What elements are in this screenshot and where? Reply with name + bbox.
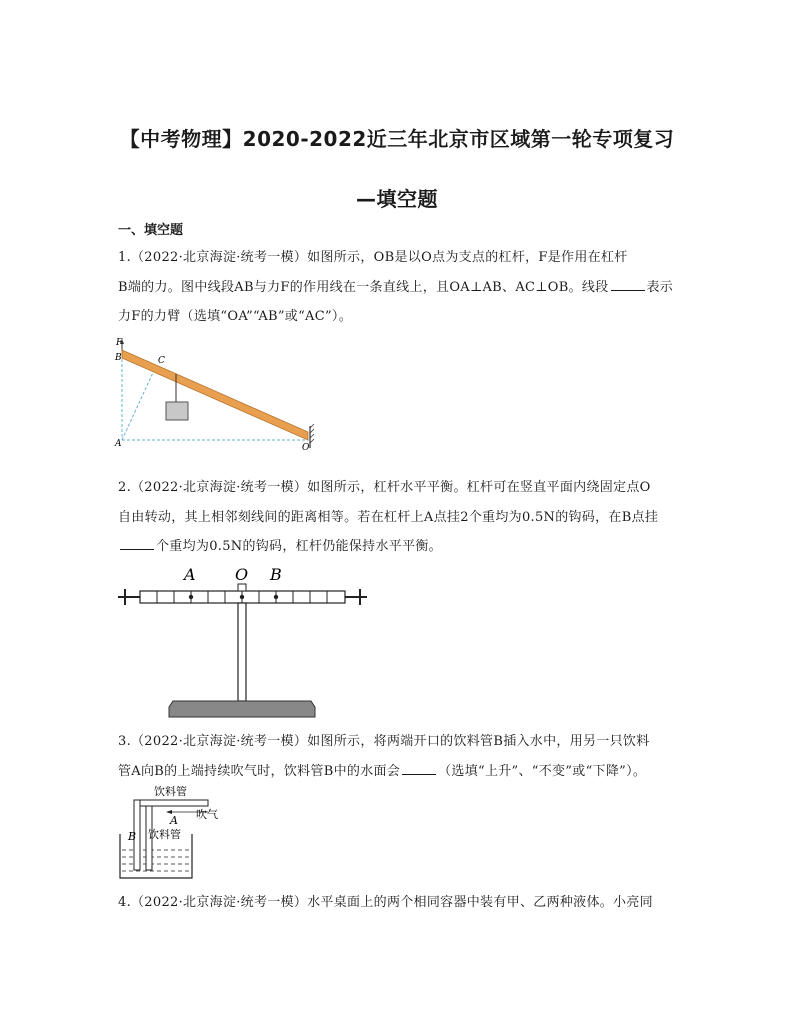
- point-b-dot: [274, 595, 278, 599]
- q2-lever-figure: [115, 562, 370, 722]
- q1-line2-text: B端的力。图中线段AB与力F的作用线在一条直线上，且OA⊥AB、AC⊥OB。线段: [118, 280, 609, 295]
- water-surface-lines: [122, 850, 190, 871]
- section-heading: 一、填空题: [118, 223, 184, 238]
- label-b: B: [115, 353, 122, 363]
- q1-line2: [118, 276, 673, 295]
- q2-answer-blank[interactable]: [120, 548, 154, 550]
- q3-line2-text: 管A向B的上端持续吹气时，饮料管B中的水面会: [118, 764, 401, 779]
- label-b: B: [128, 830, 137, 843]
- q3-line1: 3.（2022·北京海淀·统考一模）如图所示，将两端开口的饮料管B插入水中，用另一只饮料: [118, 734, 650, 749]
- q4-line1: 4.（2022·北京海淀·统考一模）水平桌面上的两个相同容器中装有甲、乙两种液体。小亮同: [118, 895, 653, 910]
- q3-line2-tail: （选填“上升”、“不变”或“下降”）。: [438, 764, 647, 779]
- label-c: C: [158, 356, 165, 366]
- q1-lever-figure: [112, 336, 322, 456]
- q2-line1: 2.（2022·北京海淀·统考一模）如图所示，杠杆水平平衡。杠杆可在竖直平面内绕固定点O: [118, 480, 651, 495]
- label-tube-top: 饮料管: [154, 785, 187, 798]
- label-b: B: [270, 565, 282, 584]
- hatch-4: [310, 439, 314, 443]
- q1-line1: 1.（2022·北京海淀·统考一模）如图所示，OB是以O点为支点的杠杆，F是作用在杠杆: [118, 250, 628, 265]
- q3-line2: [118, 760, 646, 779]
- label-f: F: [116, 338, 123, 348]
- stand-base: [169, 701, 315, 717]
- q3-straw-figure: [112, 782, 242, 882]
- point-a-dot: [189, 595, 193, 599]
- lever-bar: [122, 350, 308, 440]
- q1-line2-tail: 表示: [646, 280, 674, 295]
- q1-answer-blank[interactable]: [611, 289, 645, 291]
- support-pole: [238, 603, 246, 701]
- pivot-dot: [240, 595, 244, 599]
- label-tube-b: 饮料管: [148, 828, 181, 841]
- pivot-cap: [238, 584, 246, 591]
- label-blow: 吹气: [196, 808, 218, 821]
- label-o: O: [235, 565, 249, 584]
- hatch-3: [310, 434, 314, 438]
- q2-line3: [118, 535, 442, 554]
- label-a: A: [184, 565, 196, 584]
- page-title: 【中考物理】2020-2022近三年北京市区域第一轮专项复习: [119, 127, 675, 151]
- line-ac: [122, 366, 156, 440]
- hanging-weight: [166, 402, 188, 420]
- label-a: A: [170, 814, 178, 827]
- q2-line2: 自由转动，其上相邻刻线间的距离相等。若在杠杆上A点挂2个重均为0.5N的钩码，在B点挂: [118, 510, 659, 525]
- q1-line3: 力F的力臂（选填“OA”“AB”或“AC”）。: [118, 309, 353, 324]
- q3-answer-blank[interactable]: [402, 773, 436, 775]
- hatch-1: [310, 424, 314, 428]
- hatch-2: [310, 429, 314, 433]
- straw-a: [140, 800, 208, 806]
- label-a: A: [115, 439, 122, 449]
- label-o: O: [302, 443, 310, 453]
- q2-line3-text: 个重均为0.5N的钩码，杠杆仍能保持水平平衡。: [156, 539, 442, 554]
- page-subtitle: —填空题: [356, 187, 438, 211]
